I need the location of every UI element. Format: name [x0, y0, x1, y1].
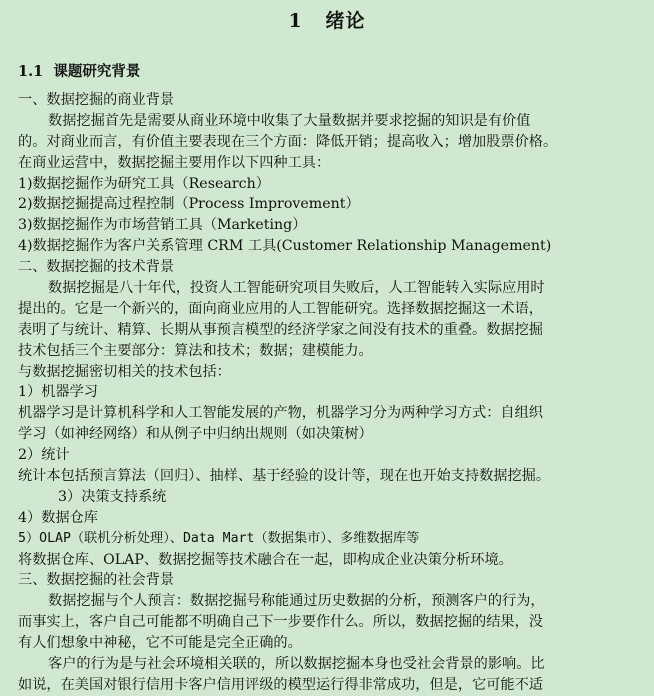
- paragraph-line: 机器学习是计算机科学和人工智能发展的产物，机器学习分为两种学习方式：自组织: [18, 405, 543, 422]
- list-item: 3）决策支持系统: [58, 488, 167, 505]
- list-item: 1）机器学习: [18, 384, 98, 401]
- paragraph-line: 表明了与统计、精算、长期从事预言模型的经济学家之间没有技术的重叠。数据挖掘: [18, 321, 543, 338]
- list-item: 5）OLAP（联机分析处理）、Data Mart（数据集市）、多维数据库等: [18, 530, 420, 546]
- heading-social-background: 三、数据挖掘的社会背景: [18, 572, 175, 589]
- paragraph-line: 技术包括三个主要部分：算法和技术；数据；建模能力。: [18, 342, 373, 359]
- paragraph-line: 将数据仓库、OLAP、数据挖掘等技术融合在一起，即构成企业决策分析环境。: [18, 551, 513, 568]
- paragraph-line: 提出的。它是一个新兴的，面向商业应用的人工智能研究。选择数据挖掘这一术语，: [18, 300, 543, 317]
- paragraph-line: 数据挖掘与个人预言：数据挖掘号称能通过历史数据的分析，预测客户的行为，: [48, 593, 545, 610]
- paragraph-line: 客户的行为是与社会环境相关联的，所以数据挖掘本身也受社会背景的影响。比: [48, 656, 545, 673]
- paragraph-line: 有人们想象中神秘，它不可能是完全正确的。: [18, 635, 302, 652]
- chapter-title: 1 绪论: [288, 10, 366, 32]
- paragraph-line: 而事实上，客户自己可能都不明确自己下一步要作什么。所以，数据挖掘的结果，没: [18, 614, 543, 631]
- paragraph-line: 数据挖掘是八十年代，投资人工智能研究项目失败后，人工智能转入实际应用时: [48, 280, 545, 297]
- paragraph-line: 的。对商业而言，有价值主要表现在三个方面：降低开销；提高收入；增加股票价格。: [18, 133, 558, 150]
- document-body: [18, 90, 648, 696]
- list-item: 2)数据挖掘提高过程控制（Process Improvement）: [18, 196, 360, 213]
- heading-commercial-background: 一、数据挖掘的商业背景: [18, 92, 175, 108]
- paragraph-line: 如说，在美国对银行信用卡客户信用评级的模型运行得非常成功，但是，它可能不适: [18, 676, 543, 693]
- list-item: 3)数据挖掘作为市场营销工具（Marketing）: [18, 217, 307, 234]
- list-item: 4）数据仓库: [18, 509, 98, 526]
- list-item: 1)数据挖掘作为研究工具（Research）: [18, 175, 270, 192]
- paragraph-line: 学习（如神经网络）和从例子中归纳出规则（如决策树）: [18, 426, 373, 443]
- paragraph-line: 数据挖掘首先是需要从商业环境中收集了大量数据并要求挖掘的知识是有价值: [48, 112, 531, 129]
- paragraph-line: 统计本包括预言算法（回归）、抽样、基于经验的设计等，现在也开始支持数据挖掘。: [18, 468, 551, 485]
- paragraph-line: 在商业运营中，数据挖掘主要用作以下四种工具：: [18, 154, 331, 171]
- heading-technical-background: 二、数据挖掘的技术背景: [18, 259, 175, 276]
- paragraph-line: 与数据挖掘密切相关的技术包括：: [18, 363, 231, 380]
- list-item: 2）统计: [18, 447, 70, 464]
- section-title: 1.1 课题研究背景: [18, 63, 141, 80]
- list-item: 4)数据挖掘作为客户关系管理 CRM 工具(Customer Relationship Management): [18, 238, 552, 255]
